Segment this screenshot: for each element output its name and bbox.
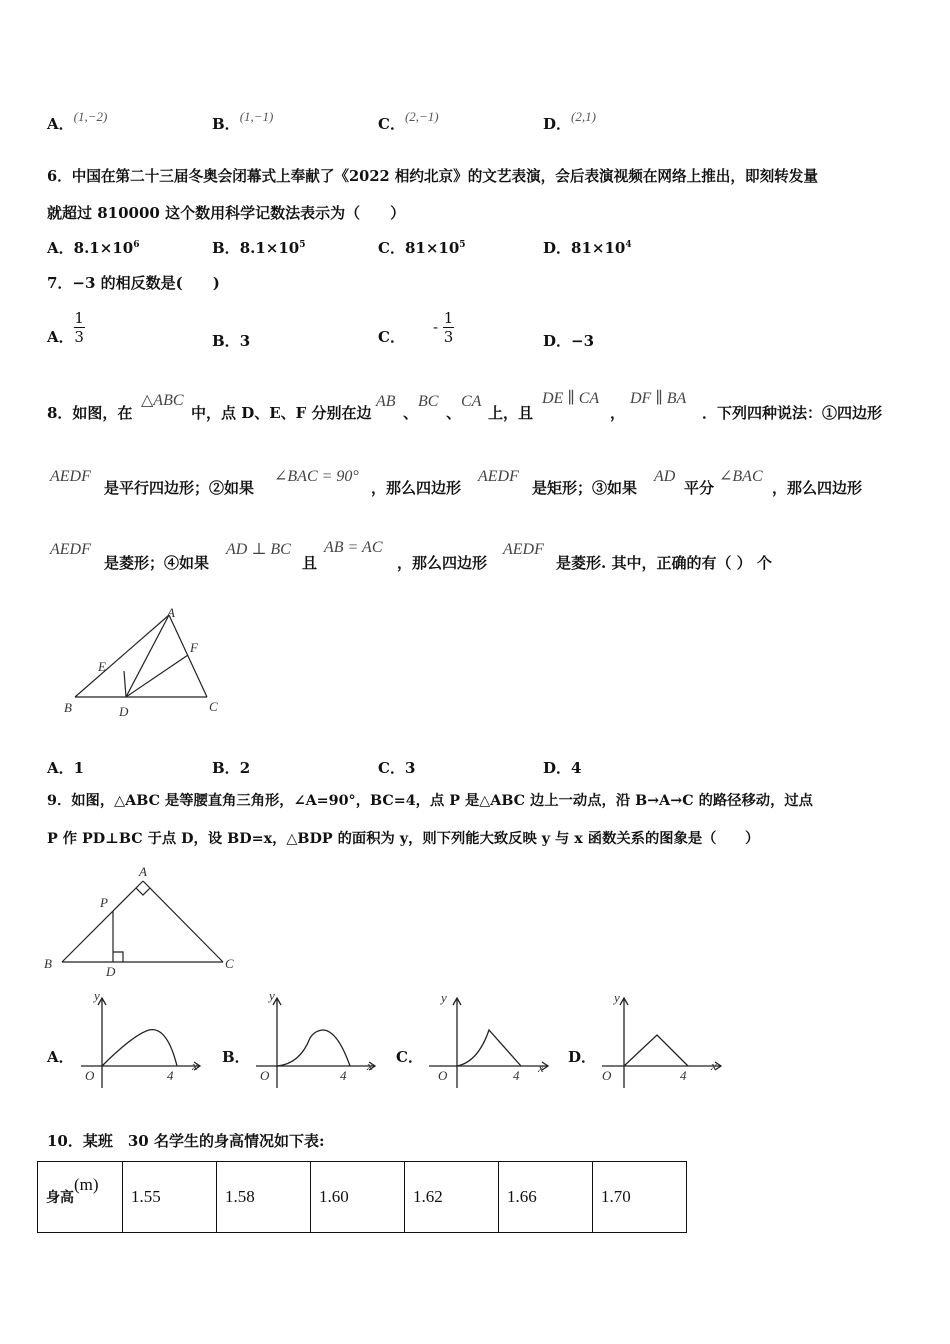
q7-option-d: D．−3: [543, 332, 595, 350]
q8-math-de-parallel-ca: DE ∥ CA: [542, 390, 600, 407]
q8-label-a: A: [167, 605, 175, 620]
q8-seg-df: [126, 655, 188, 697]
table-cell: 1.60: [311, 1162, 405, 1233]
q8-math-df-parallel-ba: DF ∥ BA: [630, 390, 687, 407]
q9-graph-a: [75, 990, 210, 1090]
svg-text:x: x: [538, 1060, 544, 1075]
q9-right-angle-d: [113, 952, 123, 962]
q9-graph-b-curve: [277, 1030, 350, 1066]
q8-math-ab-eq-ac: AB = AC: [324, 539, 383, 556]
q6-stem-line2: 就超过 810000 这个数用科学记数法表示为（ ）: [47, 204, 406, 222]
q5-option-c: C．$^{(2,-1)}$: [378, 109, 439, 133]
q6-option-c: C．$81\times 10^5$: [378, 239, 466, 257]
q9-side-ac: [143, 881, 223, 962]
q8-label-d: D: [119, 704, 129, 719]
q5-option-c-value: (2,−1): [404, 109, 439, 124]
q9-label-d: D: [106, 964, 116, 979]
q8-seg-ad: [126, 615, 169, 697]
q9-option-c-letter: C．: [396, 1048, 423, 1066]
q7-stem: 7．−3 的相反数是( ): [47, 274, 220, 292]
q8-label-e: E: [98, 659, 106, 674]
q6-option-d: D．$81\times 10^4$: [543, 239, 632, 257]
q10-stem: 10．某班 30 名学生的身高情况如下表:: [47, 1132, 325, 1150]
q8-label-f: F: [190, 640, 198, 655]
svg-text:x: x: [367, 1058, 373, 1073]
q5-option-d: D．$^{(2,1)}$: [543, 109, 596, 133]
q8-label-b: B: [64, 700, 72, 715]
q5-option-b: B．$^{(1,-1)}$: [212, 109, 274, 133]
q9-graph-d: [596, 990, 731, 1090]
q9-graph-d-curve: [624, 1035, 688, 1066]
table-cell: 1.58: [217, 1162, 311, 1233]
height-table: [37, 1161, 687, 1233]
q5-option-a-value: (1,−2): [73, 109, 108, 124]
q8-side-ac: [169, 615, 207, 697]
q8-option-d: D．4: [543, 759, 582, 777]
q8-option-c: C．3: [378, 759, 416, 777]
q9-option-b-letter: B．: [222, 1048, 250, 1066]
q9-option-a-letter: A．: [47, 1048, 74, 1066]
svg-text:O: O: [260, 1068, 270, 1083]
svg-text:O: O: [438, 1068, 448, 1083]
q8-triangle-figure: [55, 605, 230, 720]
svg-text:4: 4: [680, 1068, 687, 1083]
q9-label-p: P: [100, 895, 108, 910]
q9-graph-c-curve: [457, 1030, 521, 1066]
q7-option-a: A． $\frac{1}{3}$: [47, 308, 84, 346]
q6-option-a: A．$8.1\times 10^6$: [47, 239, 140, 257]
table-header-cell: 身高(m): [38, 1162, 123, 1233]
svg-text:O: O: [602, 1068, 612, 1083]
q7-option-c-fraction: $\frac{1}{3}$: [443, 308, 454, 346]
q7-option-c: C． - $\frac{1}{3}$: [378, 308, 454, 346]
q9-stem-line2: P 作 PD⊥BC 于点 D，设 BD=x，△BDP 的面积为 y，则下列能大致反映 y 与 x 函数关系的图象是（ ）: [47, 831, 760, 847]
q9-label-a: A: [139, 864, 147, 879]
q9-right-angle-a: [136, 888, 150, 895]
svg-text:y: y: [94, 990, 100, 1003]
table-cell: 1.70: [593, 1162, 687, 1233]
svg-text:4: 4: [167, 1068, 174, 1083]
q9-label-c: C: [225, 956, 234, 971]
q6-option-b: B．$8.1\times 10^5$: [212, 239, 306, 257]
q6-stem-line1: 6．中国在第二十三届冬奥会闭幕式上奉献了《2022 相约北京》的文艺表演，会后表演视频在网络上推出，即刻转发量: [47, 168, 818, 185]
svg-text:y: y: [614, 990, 620, 1005]
q9-graph-c: [423, 990, 558, 1090]
svg-text:y: y: [269, 990, 275, 1003]
q5-option-b-value: (1,−1): [239, 109, 274, 124]
q5-option-d-value: (2,1): [571, 109, 596, 124]
svg-text:O: O: [85, 1068, 95, 1083]
q9-stem-line1: 9．如图，△ABC 是等腰直角三角形，∠A=90°，BC=4，点 P 是△ABC 边上一动点，沿 B→A→C 的路径移动，过点: [47, 793, 813, 809]
q8-side-ab: [75, 615, 169, 697]
q7-option-b: B．3: [212, 332, 251, 350]
q9-label-b: B: [44, 956, 52, 971]
q7-option-a-fraction: $\frac{1}{3}$: [74, 308, 84, 346]
q8-seg-ed: [124, 671, 126, 697]
q8-math-ad-perp-bc: AD ⊥ BC: [226, 541, 291, 558]
q5-option-a: A．$^{(1,-2)}$: [47, 109, 108, 133]
q8-label-c: C: [209, 699, 218, 714]
q9-graph-a-curve: [102, 1030, 177, 1066]
svg-text:y: y: [441, 990, 447, 1005]
svg-text:4: 4: [513, 1068, 520, 1083]
q8-math-angle-90: ∠BAC = 90°: [274, 468, 359, 485]
table-cell: 1.66: [499, 1162, 593, 1233]
q8-option-a: A．1: [47, 759, 85, 777]
q8-math-triangle-abc: △ABC: [141, 392, 184, 409]
q9-option-d-letter: D．: [568, 1048, 597, 1066]
q9-triangle-figure: [40, 860, 245, 982]
table-cell: 1.55: [123, 1162, 217, 1233]
table-cell: 1.62: [405, 1162, 499, 1233]
q9-side-ab: [62, 881, 143, 962]
svg-text:4: 4: [340, 1068, 347, 1083]
svg-text:x: x: [192, 1058, 198, 1073]
q8-option-b: B．2: [212, 759, 251, 777]
table-row: [38, 1162, 687, 1233]
q9-graph-b: [250, 990, 385, 1090]
svg-text:x: x: [711, 1058, 717, 1073]
